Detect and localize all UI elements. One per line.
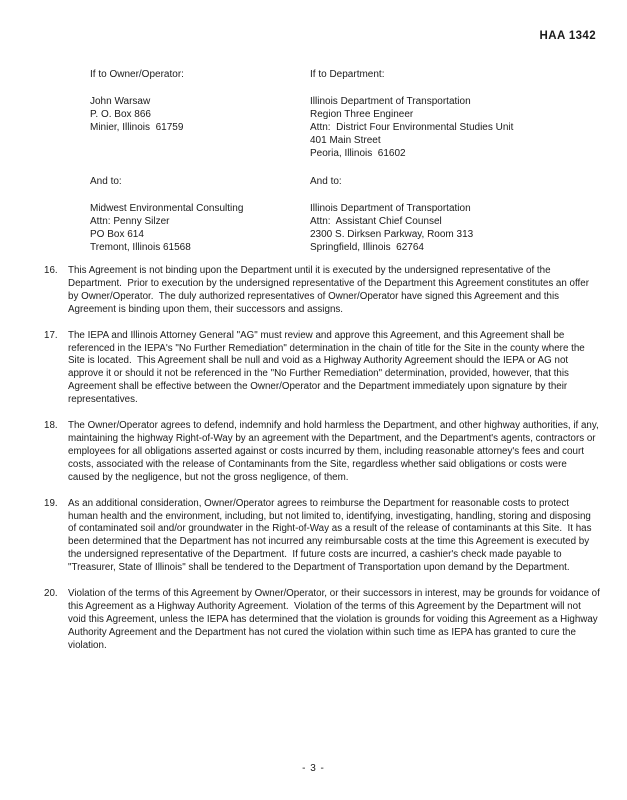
department-and-to-block: [310, 175, 609, 254]
department-address-line: Illinois Department of Transportation: [310, 96, 471, 107]
owner-address-line: Minier, Illinois 61759: [90, 122, 184, 133]
owner-notice-heading: If to Owner/Operator:: [90, 69, 184, 80]
owner-and-to-address-line: Midwest Environmental Consulting: [90, 203, 244, 214]
department-notice-heading: If to Department:: [310, 69, 385, 80]
department-address-line: Peoria, Illinois 61602: [310, 148, 406, 159]
owner-and-to-block: [90, 175, 310, 254]
owner-and-to-address-line: Tremont, Illinois 61568: [90, 242, 191, 253]
term-number: 20.: [44, 588, 58, 600]
notice-addresses: [90, 68, 609, 254]
term-paragraph-19: [44, 498, 600, 575]
term-text: The Owner/Operator agrees to defend, indemnify and hold harmless the Department, and other highway authorities, if any, maintaining the highway Right-of-Way by an agreement with the Department, and the Department's agents, contractors or employees for all obligations asserted against or costs incurred by them, including reasonable attorney's fees and court costs, associated with the release of Contaminants from the Site, regardless whether said obligations or costs were caused by the negligence, but not the gross negligence, of them.: [68, 420, 602, 483]
term-paragraph-17: [44, 330, 600, 407]
term-text: As an additional consideration, Owner/Operator agrees to reimburse the Department for reasonable costs to protect human health and the environment, including, but not limited to, identifying, investigating, handling, storing and disposing of contaminated soil and/or groundwater in the Right-of-Way as a result of the release of contaminants at this Site. It has been determined that the Department has not incurred any reimbursable costs at the time this Agreement is executed by the undersigned representative of the Department. If future costs are incurred, a cashier's check made payable to "Treasurer, State of Illinois" shall be tendered to the Department of Transportation upon demand by the Department.: [68, 497, 595, 574]
owner-and-to-address-line: PO Box 614: [90, 229, 144, 240]
term-paragraph-18: [44, 420, 600, 485]
department-address-line: 401 Main Street: [310, 135, 381, 146]
department-and-to-address-line: 2300 S. Dirksen Parkway, Room 313: [310, 229, 474, 240]
term-number: 17.: [44, 329, 58, 341]
department-and-to-heading: And to:: [310, 176, 342, 187]
department-and-to-address-line: Illinois Department of Transportation: [310, 203, 471, 214]
department-and-to-address-line: Attn: Assistant Chief Counsel: [310, 216, 442, 227]
term-paragraph-20: [44, 588, 603, 653]
page-number: - 3 -: [302, 763, 325, 774]
owner-and-to-heading: And to:: [90, 176, 122, 187]
term-number: 18.: [44, 420, 58, 432]
owner-address-line: P. O. Box 866: [90, 109, 151, 120]
owner-and-to-address-line: Attn: Penny Silzer: [90, 216, 170, 227]
agreement-terms: [44, 265, 603, 666]
document-number: HAA 1342: [539, 30, 596, 42]
department-address-line: Attn: District Four Environmental Studies Unit: [310, 122, 514, 133]
term-number: 19.: [44, 497, 58, 509]
department-address-line: Region Three Engineer: [310, 109, 414, 120]
owner-notice-block: [90, 68, 310, 160]
term-number: 16.: [44, 265, 58, 276]
term-text: The IEPA and Illinois Attorney General "AG" must review and approve this Agreement, and this Agreement shall be referenced in the IEPA's "No Further Remediation" determination in the chain of title for the Site in the county where the Site is located. This Agreement shall be null and void as a Highway Authority Agreement should the IEPA or AG not approve it or should it not be referenced in the "No Further Remediation" determination, provided, however, that this Agreement shall be effective between the Owner/Operator and the Department immediately upon signature by their representatives.: [68, 329, 588, 406]
department-notice-block: [310, 68, 609, 160]
term-text: This Agreement is not binding upon the Department until it is executed by the undersigned representative of the Department. Prior to execution by the undersigned representative of the Department this Agreement constitutes an offer by Owner/Operator. The duly authorized representatives of Owner/Operator have signed this Agreement and this Agreement is binding upon them, their successors and assigns.: [68, 265, 592, 315]
owner-address-line: John Warsaw: [90, 96, 151, 107]
term-text: Violation of the terms of this Agreement by Owner/Operator, or their successors in interest, may be grounds for voidance of this Agreement as a Highway Authority Agreement. Violation of the terms of this Agreement by the Department will not void this Agreement, unless the IEPA has determined that the violation is grounds for voiding this Agreement as a Highway Authority Agreement and the Department has not cured the violation within such time as IEPA has granted to cure the violation.: [68, 588, 603, 651]
department-and-to-address-line: Springfield, Illinois 62764: [310, 242, 424, 253]
term-paragraph-16: [44, 265, 600, 317]
